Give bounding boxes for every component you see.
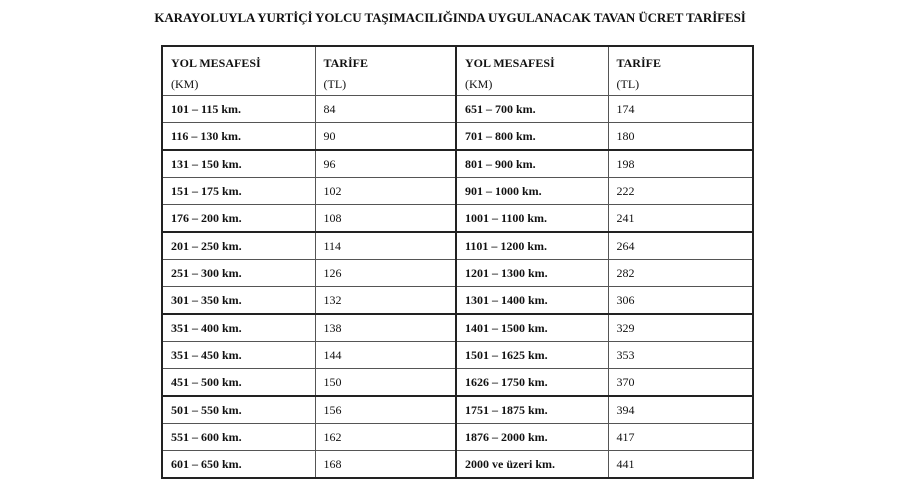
fare-cell: 96: [315, 150, 456, 178]
distance-range-cell: 101 – 115 km.: [162, 96, 315, 123]
header-fare-right: [608, 46, 753, 96]
header-distance-unit: (KM): [465, 77, 493, 91]
fare-cell: 108: [315, 205, 456, 233]
fare-cell: 180: [608, 123, 753, 151]
fare-cell: 241: [608, 205, 753, 233]
fare-cell: 222: [608, 178, 753, 205]
page-title: KARAYOLUYLA YURTİÇİ YOLCU TAŞIMACILIĞINDA UYGULANACAK TAVAN ÜCRET TARİFESİ: [154, 10, 746, 25]
header-distance-label: YOL MESAFESİ: [171, 56, 261, 70]
fare-cell: 306: [608, 287, 753, 315]
distance-range-cell: 1751 – 1875 km.: [456, 396, 608, 424]
table-row: [162, 260, 753, 287]
fare-cell: 150: [315, 369, 456, 397]
fare-cell: 114: [315, 232, 456, 260]
table-row: [162, 424, 753, 451]
table-header-row: [162, 46, 753, 96]
distance-range-cell: 1876 – 2000 km.: [456, 424, 608, 451]
distance-range-cell: 701 – 800 km.: [456, 123, 608, 151]
fare-cell: 90: [315, 123, 456, 151]
table-row: [162, 150, 753, 178]
fare-cell: 162: [315, 424, 456, 451]
distance-range-cell: 151 – 175 km.: [162, 178, 315, 205]
fare-cell: 102: [315, 178, 456, 205]
distance-range-cell: 601 – 650 km.: [162, 451, 315, 479]
fare-cell: 174: [608, 96, 753, 123]
table-row: [162, 96, 753, 123]
fare-cell: 126: [315, 260, 456, 287]
distance-range-cell: 651 – 700 km.: [456, 96, 608, 123]
distance-range-cell: 801 – 900 km.: [456, 150, 608, 178]
fare-cell: 264: [608, 232, 753, 260]
header-fare-unit: (TL): [323, 77, 347, 91]
fare-cell: 394: [608, 396, 753, 424]
fare-cell: 198: [608, 150, 753, 178]
distance-range-cell: 251 – 300 km.: [162, 260, 315, 287]
fare-cell: 132: [315, 287, 456, 315]
header-distance-label: YOL MESAFESİ: [465, 56, 555, 70]
fare-cell: 84: [315, 96, 456, 123]
fare-cell: 144: [315, 342, 456, 369]
header-fare-label: TARİFE: [616, 56, 661, 70]
distance-range-cell: 351 – 400 km.: [162, 314, 315, 342]
fare-cell: 441: [608, 451, 753, 479]
header-fare-label: TARİFE: [323, 56, 368, 70]
table-row: [162, 123, 753, 151]
fare-cell: 156: [315, 396, 456, 424]
distance-range-cell: 1626 – 1750 km.: [456, 369, 608, 397]
distance-range-cell: 451 – 500 km.: [162, 369, 315, 397]
distance-range-cell: 201 – 250 km.: [162, 232, 315, 260]
fare-cell: 282: [608, 260, 753, 287]
distance-range-cell: 351 – 450 km.: [162, 342, 315, 369]
distance-range-cell: 176 – 200 km.: [162, 205, 315, 233]
distance-range-cell: 551 – 600 km.: [162, 424, 315, 451]
distance-range-cell: 901 – 1000 km.: [456, 178, 608, 205]
table-row: [162, 314, 753, 342]
fare-cell: 138: [315, 314, 456, 342]
header-distance-left: [162, 46, 315, 96]
header-distance-unit: (KM): [171, 77, 199, 91]
table-row: [162, 178, 753, 205]
distance-range-cell: 1001 – 1100 km.: [456, 205, 608, 233]
tariff-table: [161, 45, 754, 479]
fare-cell: 168: [315, 451, 456, 479]
table-row: [162, 232, 753, 260]
fare-cell: 353: [608, 342, 753, 369]
distance-range-cell: 1101 – 1200 km.: [456, 232, 608, 260]
fare-cell: 417: [608, 424, 753, 451]
header-distance-right: [456, 46, 608, 96]
header-fare-unit: (TL): [616, 77, 640, 91]
distance-range-cell: 2000 ve üzeri km.: [456, 451, 608, 479]
tariff-body: [162, 96, 753, 479]
fare-cell: 329: [608, 314, 753, 342]
distance-range-cell: 301 – 350 km.: [162, 287, 315, 315]
table-row: [162, 342, 753, 369]
table-row: [162, 287, 753, 315]
table-row: [162, 205, 753, 233]
distance-range-cell: 1501 – 1625 km.: [456, 342, 608, 369]
distance-range-cell: 501 – 550 km.: [162, 396, 315, 424]
fare-cell: 370: [608, 369, 753, 397]
table-row: [162, 396, 753, 424]
table-row: [162, 451, 753, 479]
distance-range-cell: 116 – 130 km.: [162, 123, 315, 151]
header-fare-left: [315, 46, 456, 96]
distance-range-cell: 1201 – 1300 km.: [456, 260, 608, 287]
distance-range-cell: 131 – 150 km.: [162, 150, 315, 178]
distance-range-cell: 1401 – 1500 km.: [456, 314, 608, 342]
distance-range-cell: 1301 – 1400 km.: [456, 287, 608, 315]
table-row: [162, 369, 753, 397]
